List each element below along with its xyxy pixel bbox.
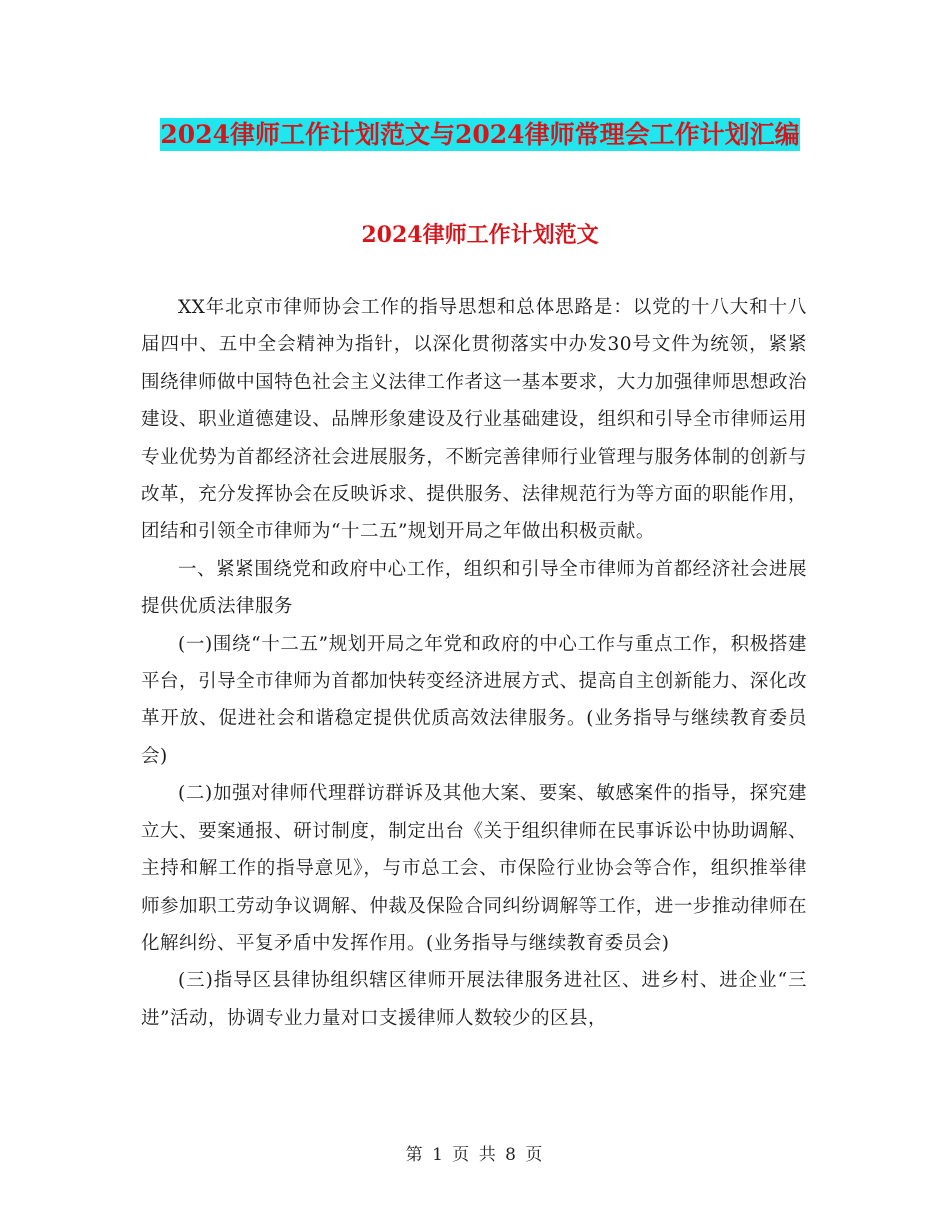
- paragraph: XX年北京市律师协会工作的指导思想和总体思路是：以党的十八大和十八届四中、五中全会精神为指针，以深化贯彻落实中办发30号文件为统领，紧紧围绕律师做中国特色社会主义法律工作者这一基本要求，大力加强律师思想政治建设、职业道德建设、品牌形象建设及行业基础建设，组织和引导全市律师运用专业优势为首都经济社会进展服务，不断完善律师行业管理与服务体制的创新与改革，充分发挥协会在反映诉求、提供服务、法律规范行为等方面的职能作用，团结和引领全市律师为“十二五”规划开局之年做出积极贡献。: [141, 297, 807, 543]
- page-footer: 第 1 页 共 8 页: [405, 1145, 545, 1165]
- document-body: [141, 289, 807, 1037]
- paragraph: 一、紧紧围绕党和政府中心工作，组织和引导全市律师为首都经济社会进展提供优质法律服务: [141, 558, 807, 618]
- document-title: [140, 112, 820, 158]
- paragraph: (一)围绕“十二五”规划开局之年党和政府的中心工作与重点工作，积极搭建平台，引导全市律师为首都加快转变经济进展方式、提高自主创新能力、深化改革开放、促进社会和谐稳定提供优质高效法律服务。(业务指导与继续教育委员会): [141, 633, 807, 767]
- paragraph: (二)加强对律师代理群访群诉及其他大案、要案、敏感案件的指导，探究建立大、要案通报、研讨制度，制定出台《关于组织律师在民事诉讼中协助调解、主持和解工作的指导意见》，与市总工会、市保险行业协会等合作，组织推举律师参加职工劳动争议调解、仲裁及保险合同纠纷调解等工作，进一步推动律师在化解纠纷、平复矛盾中发挥作用。(业务指导与继续教育委员会): [141, 783, 807, 954]
- section-title: 2024律师工作计划范文: [361, 222, 599, 248]
- paragraph: (三)指导区县律协组织辖区律师开展法律服务进社区、进乡村、进企业“三进”活动，协调专业力量对口支援律师人数较少的区县，: [141, 970, 807, 1029]
- document-title-text: 2024律师工作计划范文与2024律师常理会工作计划汇编: [160, 120, 800, 149]
